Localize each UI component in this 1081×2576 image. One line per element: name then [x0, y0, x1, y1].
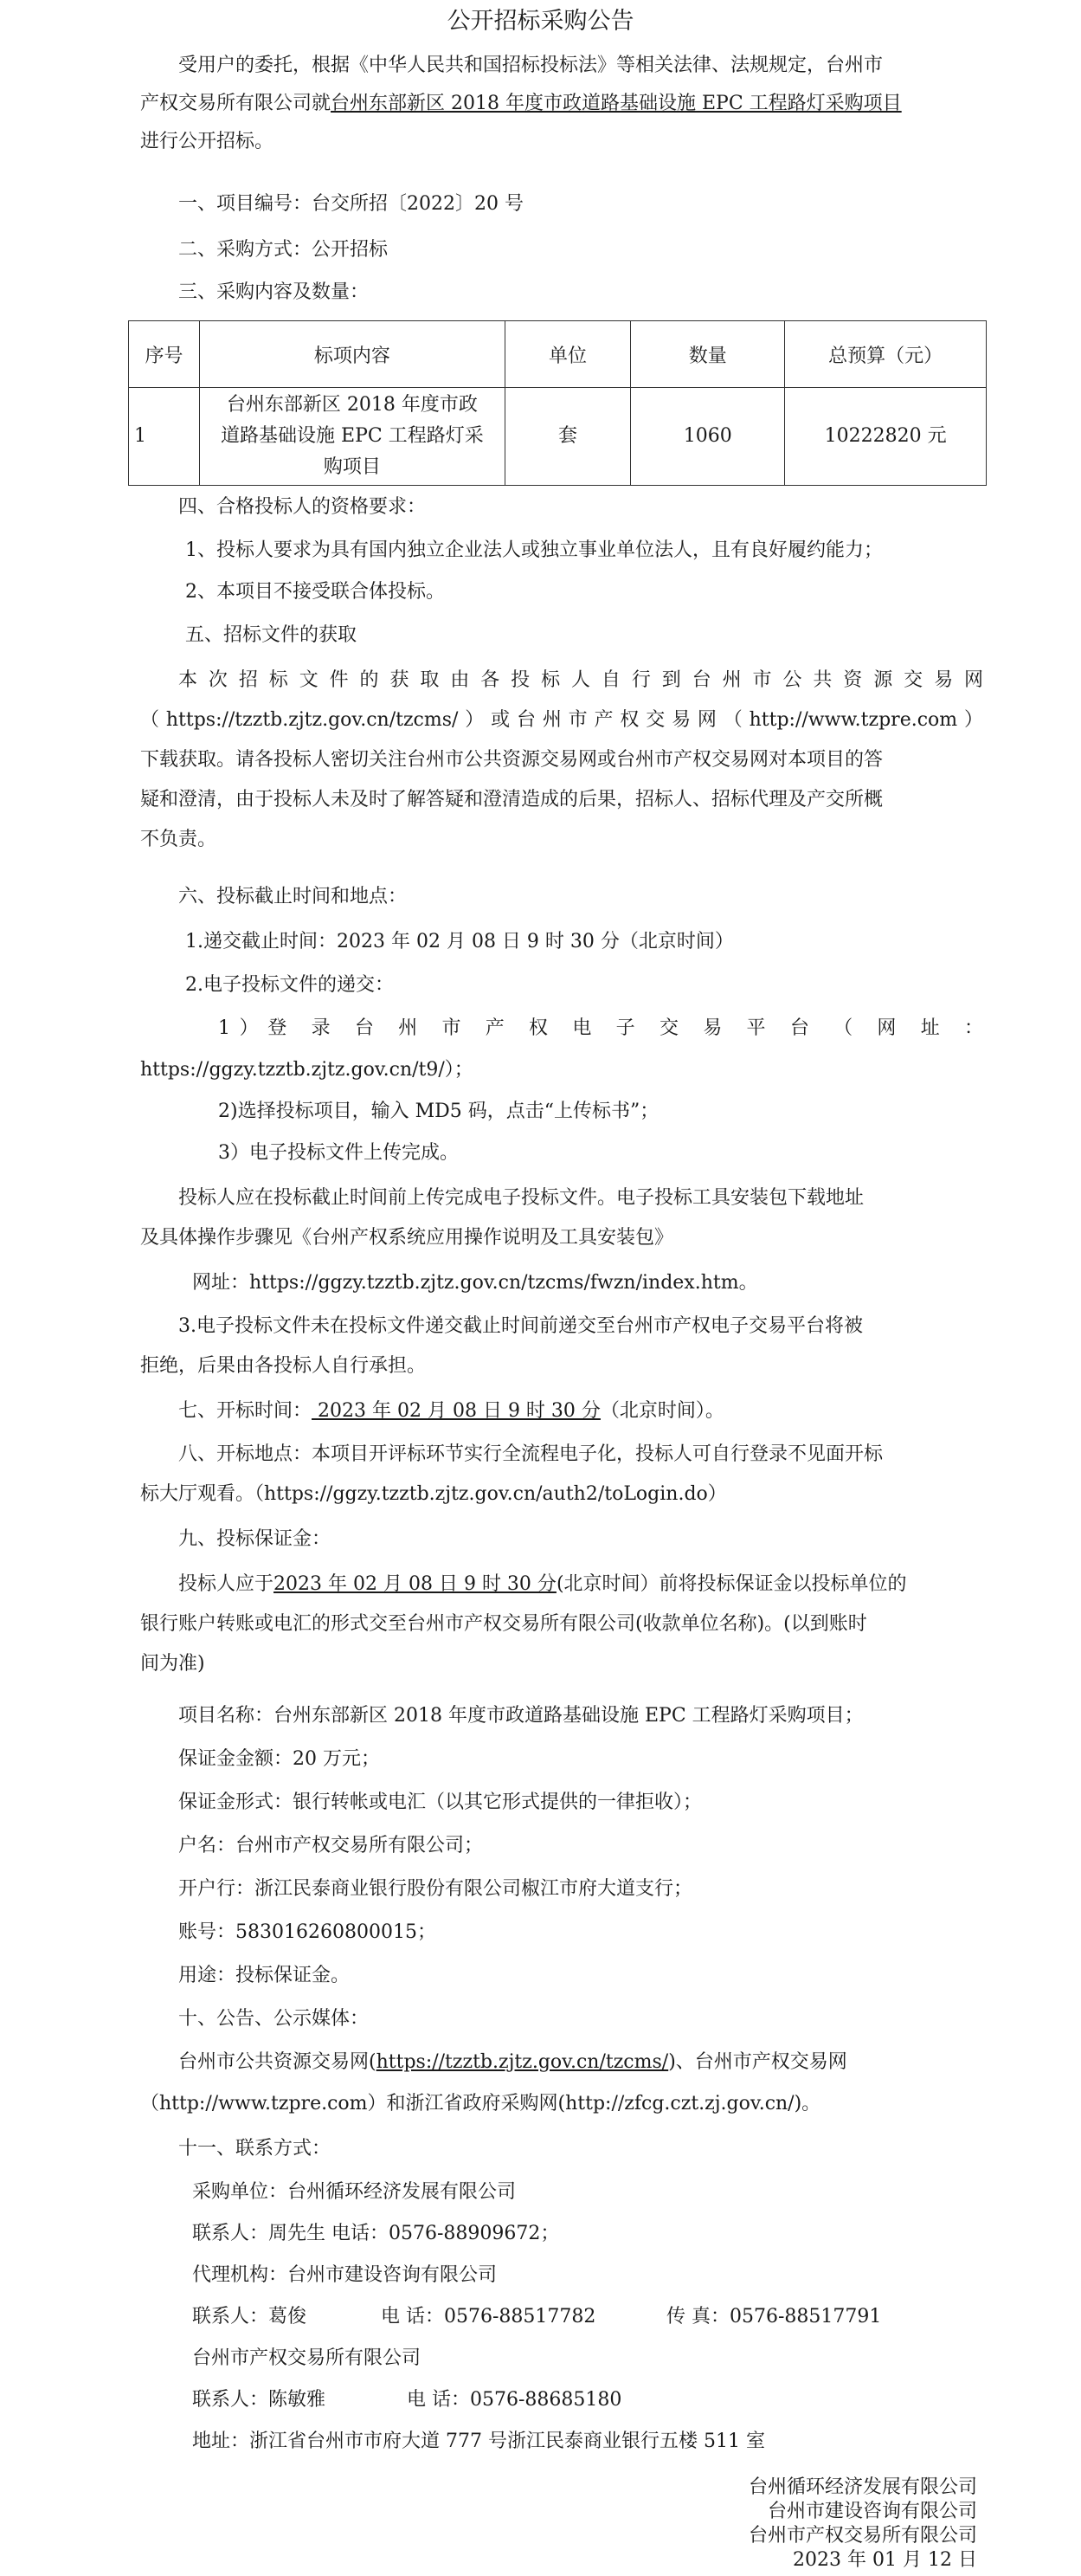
- section-6-step-3: 3）电子投标文件上传完成。: [218, 1142, 459, 1164]
- intro-line-1: 受用户的委托，根据《中华人民共和国招标投标法》等相关法律、法规规定，台州市: [178, 55, 884, 76]
- section-6-step-2: 2)选择投标项目，输入 MD5 码，点击“上传标书”；: [218, 1101, 660, 1122]
- section-5-para-line-2: （https://tzztb.zjtz.gov.cn/tzcms/）或台州市产权交易网（http://www.tzpre.com）: [140, 709, 983, 731]
- section-2-procurement-method: 二、采购方式：公开招标: [178, 239, 389, 261]
- section-10-prefix: 台州市公共资源交易网(: [178, 2051, 376, 2073]
- table-cell-no: 1: [129, 388, 200, 486]
- contact-agency-phone: 电 话：0576-88517782: [381, 2306, 596, 2327]
- table-cell-content: [199, 388, 505, 486]
- contact-exchange-address: 地址：浙江省台州市市府大道 777 号浙江民泰商业银行五楼 511 室: [192, 2431, 765, 2452]
- contact-agency-person: 联系人：葛俊: [192, 2306, 307, 2327]
- procurement-table: [128, 320, 987, 486]
- section-3-heading: 三、采购内容及数量：: [178, 281, 370, 303]
- contact-purchaser-person: 联系人：周先生 电话：0576-88909672；: [192, 2223, 560, 2244]
- deposit-account-number: 账号：583016260800015；: [178, 1921, 436, 1943]
- section-5-para-line-5: 不负责。: [140, 829, 217, 850]
- announcement-date: 2023 年 01 月 12 日: [793, 2549, 977, 2571]
- intro-line-2-prefix: 产权交易所有限公司就: [140, 93, 331, 114]
- section-9-para-line-1: [178, 1567, 907, 1602]
- section-9-deadline: 2023 年 02 月 08 日 9 时 30 分: [273, 1573, 557, 1595]
- section-7-suffix: （北京时间）。: [600, 1400, 724, 1422]
- table-row: [129, 388, 987, 486]
- signature-exchange: 台州市产权交易所有限公司: [748, 2525, 977, 2547]
- section-4-item-1: 1、投标人要求为具有国内独立企业法人或独立事业单位法人，且有良好履约能力；: [185, 539, 883, 561]
- section-6-heading: 六、投标截止时间和地点：: [178, 886, 408, 907]
- table-header-qty: 数量: [631, 321, 785, 388]
- section-6-step-1-line-2: https://ggzy.tzztb.zjtz.gov.cn/t9/）；: [140, 1059, 473, 1081]
- table-cell-content-line-1: 台州东部新区 2018 年度市政: [226, 394, 478, 416]
- section-5-para-line-1: 本次招标文件的获取由各投标人自行到台州市公共资源交易网: [178, 669, 983, 691]
- section-9-heading: 九、投标保证金：: [178, 1528, 331, 1550]
- contact-agency: 代理机构：台州市建设咨询有限公司: [192, 2264, 498, 2286]
- contact-purchaser: 采购单位：台州循环经济发展有限公司: [192, 2181, 517, 2203]
- contact-exchange-phone: 电 话：0576-88685180: [407, 2389, 622, 2411]
- section-6-note-line-1: 投标人应在投标截止时间前上传完成电子投标文件。电子投标工具安装包下载地址: [178, 1187, 865, 1209]
- table-cell-budget: 10222820 元: [785, 388, 987, 486]
- contact-agency-fax: 传 真：0576-88517791: [666, 2306, 882, 2327]
- signature-purchaser: 台州循环经济发展有限公司: [748, 2476, 977, 2498]
- section-6-step-1-line-1: 1）登 录 台 州 市 产 权 电 子 交 易 平 台 （ 网 址 ：: [218, 1017, 983, 1039]
- table-cell-unit: 套: [505, 388, 630, 486]
- intro-line-2: [140, 87, 902, 121]
- public-resource-trading-link[interactable]: https://tzztb.zjtz.gov.cn/tzcms/: [376, 2051, 669, 2073]
- section-7-time: 2023 年 02 月 08 日 9 时 30 分: [312, 1400, 601, 1422]
- page-title: 公开招标采购公告: [447, 8, 634, 35]
- section-9-para-suffix: (北京时间）前将投标保证金以投标单位的: [556, 1573, 907, 1595]
- intro-line-3: 进行公开招标。: [140, 131, 274, 152]
- section-5-heading: 五、招标文件的获取: [185, 624, 357, 646]
- table-header-row: [129, 321, 987, 388]
- signature-agency: 台州市建设咨询有限公司: [767, 2501, 977, 2522]
- section-5-para-line-4: 疑和澄清，由于投标人未及时了解答疑和澄清造成的后果，招标人、招标代理及产交所概: [140, 789, 884, 810]
- deposit-project-name: 项目名称：台州东部新区 2018 年度市政道路基础设施 EPC 工程路灯采购项目；: [178, 1705, 864, 1727]
- section-8-line-1: 八、开标地点：本项目开评标环节实行全流程电子化，投标人可自行登录不见面开标: [178, 1443, 884, 1465]
- deposit-form: 保证金形式：银行转帐或电汇（以其它形式提供的一律拒收）；: [178, 1792, 703, 1813]
- section-10-line-1: [178, 2045, 847, 2080]
- section-9-para-line-3: 间为准): [140, 1653, 205, 1675]
- intro-project-name: 台州东部新区 2018 年度市政道路基础设施 EPC 工程路灯采购项目: [331, 93, 902, 114]
- section-6-item-3-line-1: 3.电子投标文件未在投标文件递交截止时间前递交至台州市产权电子交易平台将被: [178, 1315, 863, 1337]
- contact-exchange: 台州市产权交易所有限公司: [192, 2347, 421, 2369]
- section-6-item-1: 1.递交截止时间：2023 年 02 月 08 日 9 时 30 分（北京时间）: [185, 931, 734, 952]
- table-cell-qty: 1060: [631, 388, 785, 486]
- table-header-content: 标项内容: [199, 321, 505, 388]
- contact-exchange-person: 联系人：陈敏雅: [192, 2389, 326, 2411]
- deposit-account-holder: 户名：台州市产权交易所有限公司；: [178, 1835, 484, 1856]
- section-7-label: 七、开标时间：: [178, 1400, 312, 1422]
- deposit-purpose: 用途：投标保证金。: [178, 1965, 351, 1986]
- deposit-bank: 开户行：浙江民泰商业银行股份有限公司椒江市府大道支行；: [178, 1878, 693, 1900]
- table-header-unit: 单位: [505, 321, 630, 388]
- section-1-project-number: 一、项目编号：台交所招〔2022〕20 号: [178, 193, 524, 215]
- section-6-url: 网址：https://ggzy.tzztb.zjtz.gov.cn/tzcms/fwzn/index.htm。: [192, 1272, 758, 1294]
- table-header-budget: 总预算（元）: [785, 321, 987, 388]
- table-cell-content-line-2: 道路基础设施 EPC 工程路灯采: [221, 425, 484, 447]
- section-5-para-line-3: 下载获取。请各投标人密切关注台州市公共资源交易网或台州市产权交易网对本项目的答: [140, 749, 884, 771]
- section-6-item-2: 2.电子投标文件的递交：: [185, 974, 394, 996]
- section-9-para-prefix: 投标人应于: [178, 1573, 274, 1595]
- section-11-heading: 十一、联系方式：: [178, 2138, 331, 2160]
- section-10-line-2: （http://www.tzpre.com）和浙江省政府采购网(http://zfcg.czt.zj.gov.cn/)。: [140, 2093, 821, 2114]
- section-8-line-2: 标大厅观看。（https://ggzy.tzztb.zjtz.gov.cn/auth2/toLogin.do）: [140, 1483, 727, 1505]
- section-10-suffix: )、台州市产权交易网: [668, 2051, 847, 2073]
- section-4-item-2: 2、本项目不接受联合体投标。: [185, 581, 445, 603]
- section-4-heading: 四、合格投标人的资格要求：: [178, 496, 427, 518]
- section-10-heading: 十、公告、公示媒体：: [178, 2008, 370, 2030]
- section-6-item-3-line-2: 拒绝，后果由各投标人自行承担。: [140, 1355, 427, 1377]
- table-cell-content-line-3: 购项目: [323, 456, 381, 478]
- table-header-no: 序号: [129, 321, 200, 388]
- section-9-para-line-2: 银行账户转账或电汇的形式交至台州市产权交易所有限公司(收款单位名称)。(以到账时: [140, 1613, 867, 1635]
- deposit-amount: 保证金金额：20 万元；: [178, 1748, 380, 1770]
- section-7-opening-time: [178, 1394, 724, 1429]
- section-6-note-line-2: 及具体操作步骤见《台州产权系统应用操作说明及工具安装包》: [140, 1227, 674, 1249]
